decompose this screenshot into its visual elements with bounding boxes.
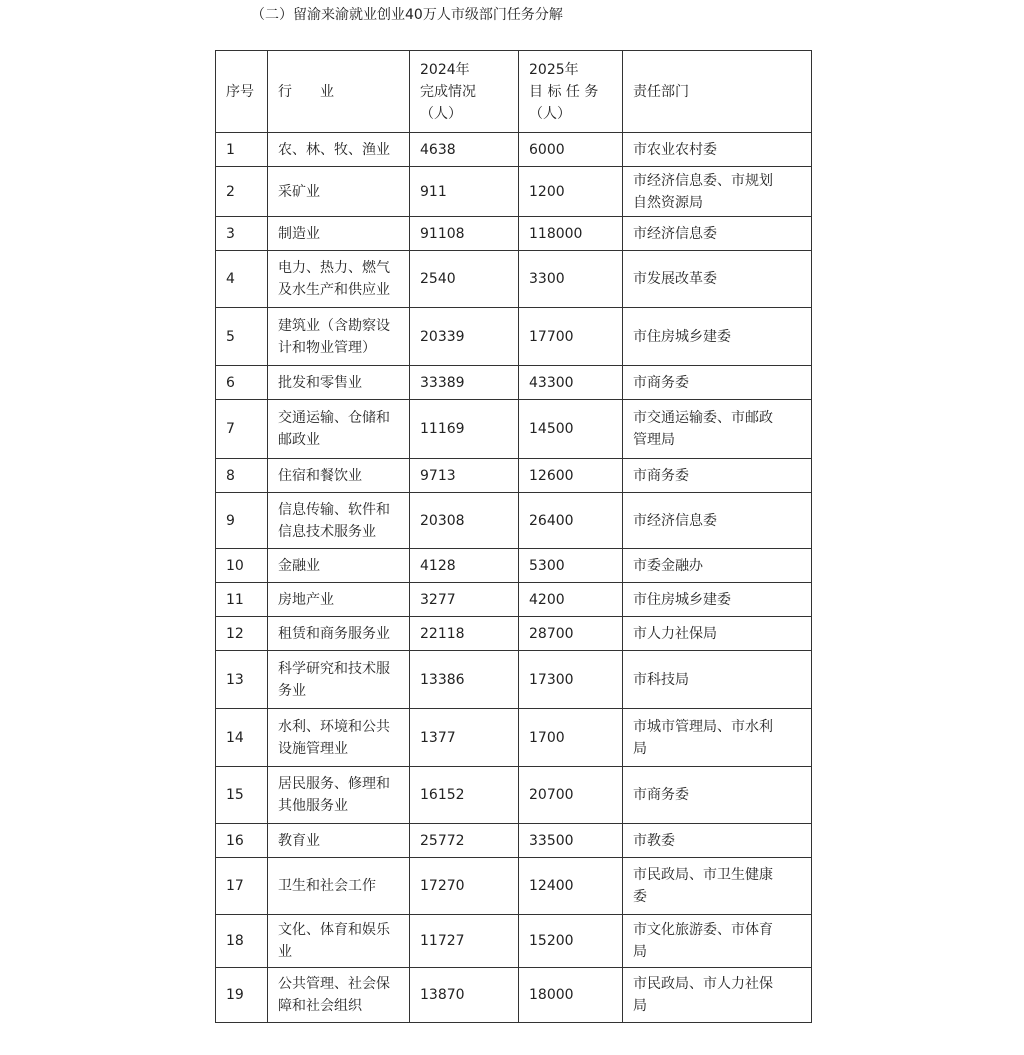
cell-no: 9 — [216, 493, 268, 549]
cell-dept: 市商务委 — [623, 767, 812, 824]
cell-dept: 市民政局、市人力社保 局 — [623, 968, 812, 1023]
header-dept: 责任部门 — [623, 51, 812, 133]
cell-done-2024: 25772 — [410, 824, 519, 858]
cell-done-2024: 22118 — [410, 617, 519, 651]
cell-done-2024: 16152 — [410, 767, 519, 824]
cell-dept: 市发展改革委 — [623, 251, 812, 308]
cell-dept: 市经济信息委 — [623, 217, 812, 251]
cell-industry: 制造业 — [268, 217, 410, 251]
table-row — [216, 366, 812, 400]
header-target-2025: 2025年 目 标 任 务 （人） — [519, 51, 623, 133]
cell-industry: 卫生和社会工作 — [268, 858, 410, 915]
cell-industry: 租赁和商务服务业 — [268, 617, 410, 651]
table-row — [216, 824, 812, 858]
cell-industry: 教育业 — [268, 824, 410, 858]
cell-target-2025: 1700 — [519, 709, 623, 767]
cell-dept: 市住房城乡建委 — [623, 308, 812, 366]
cell-no: 15 — [216, 767, 268, 824]
cell-dept: 市农业农村委 — [623, 133, 812, 167]
cell-target-2025: 15200 — [519, 915, 623, 968]
cell-dept: 市城市管理局、市水利 局 — [623, 709, 812, 767]
cell-target-2025: 43300 — [519, 366, 623, 400]
cell-no: 6 — [216, 366, 268, 400]
table-row — [216, 459, 812, 493]
cell-no: 10 — [216, 549, 268, 583]
cell-done-2024: 13870 — [410, 968, 519, 1023]
table-row — [216, 308, 812, 366]
table-row — [216, 767, 812, 824]
cell-industry: 住宿和餐饮业 — [268, 459, 410, 493]
table-row — [216, 709, 812, 767]
header-done-2024: 2024年 完成情况 （人） — [410, 51, 519, 133]
task-breakdown-table — [215, 50, 812, 1023]
cell-target-2025: 14500 — [519, 400, 623, 459]
cell-done-2024: 13386 — [410, 651, 519, 709]
cell-target-2025: 6000 — [519, 133, 623, 167]
cell-dept: 市教委 — [623, 824, 812, 858]
cell-industry: 电力、热力、燃气 及水生产和供应业 — [268, 251, 410, 308]
cell-no: 1 — [216, 133, 268, 167]
cell-industry: 信息传输、软件和 信息技术服务业 — [268, 493, 410, 549]
cell-no: 18 — [216, 915, 268, 968]
table-row — [216, 400, 812, 459]
cell-done-2024: 91108 — [410, 217, 519, 251]
table-row — [216, 549, 812, 583]
cell-no: 14 — [216, 709, 268, 767]
cell-industry: 交通运输、仓储和 邮政业 — [268, 400, 410, 459]
cell-industry: 批发和零售业 — [268, 366, 410, 400]
cell-target-2025: 17300 — [519, 651, 623, 709]
cell-no: 16 — [216, 824, 268, 858]
cell-dept: 市经济信息委 — [623, 493, 812, 549]
cell-industry: 文化、体育和娱乐 业 — [268, 915, 410, 968]
table-row — [216, 251, 812, 308]
table-row — [216, 133, 812, 167]
document-title: （二）留渝来渝就业创业40万人市级部门任务分解 — [251, 7, 563, 23]
cell-dept: 市文化旅游委、市体育 局 — [623, 915, 812, 968]
cell-industry: 科学研究和技术服 务业 — [268, 651, 410, 709]
cell-done-2024: 20339 — [410, 308, 519, 366]
cell-done-2024: 11727 — [410, 915, 519, 968]
cell-dept: 市住房城乡建委 — [623, 583, 812, 617]
cell-industry: 采矿业 — [268, 167, 410, 217]
cell-no: 11 — [216, 583, 268, 617]
header-no: 序号 — [216, 51, 268, 133]
cell-done-2024: 20308 — [410, 493, 519, 549]
cell-done-2024: 4128 — [410, 549, 519, 583]
cell-industry: 建筑业（含勘察设 计和物业管理） — [268, 308, 410, 366]
cell-done-2024: 9713 — [410, 459, 519, 493]
cell-no: 12 — [216, 617, 268, 651]
cell-target-2025: 118000 — [519, 217, 623, 251]
cell-target-2025: 20700 — [519, 767, 623, 824]
cell-no: 13 — [216, 651, 268, 709]
cell-target-2025: 17700 — [519, 308, 623, 366]
cell-industry: 房地产业 — [268, 583, 410, 617]
table-row — [216, 968, 812, 1023]
cell-dept: 市委金融办 — [623, 549, 812, 583]
table-row — [216, 217, 812, 251]
cell-done-2024: 4638 — [410, 133, 519, 167]
cell-done-2024: 3277 — [410, 583, 519, 617]
cell-no: 7 — [216, 400, 268, 459]
header-industry: 行 业 — [268, 51, 410, 133]
cell-dept: 市民政局、市卫生健康 委 — [623, 858, 812, 915]
cell-target-2025: 12600 — [519, 459, 623, 493]
cell-no: 3 — [216, 217, 268, 251]
cell-target-2025: 1200 — [519, 167, 623, 217]
cell-industry: 居民服务、修理和 其他服务业 — [268, 767, 410, 824]
cell-no: 2 — [216, 167, 268, 217]
cell-no: 4 — [216, 251, 268, 308]
table-row — [216, 583, 812, 617]
cell-target-2025: 18000 — [519, 968, 623, 1023]
cell-dept: 市商务委 — [623, 366, 812, 400]
cell-target-2025: 33500 — [519, 824, 623, 858]
table-row — [216, 651, 812, 709]
cell-target-2025: 12400 — [519, 858, 623, 915]
cell-no: 5 — [216, 308, 268, 366]
cell-target-2025: 26400 — [519, 493, 623, 549]
cell-done-2024: 11169 — [410, 400, 519, 459]
cell-dept: 市交通运输委、市邮政 管理局 — [623, 400, 812, 459]
cell-industry: 公共管理、社会保 障和社会组织 — [268, 968, 410, 1023]
table-header-row — [216, 51, 812, 133]
cell-no: 8 — [216, 459, 268, 493]
cell-no: 19 — [216, 968, 268, 1023]
cell-target-2025: 5300 — [519, 549, 623, 583]
cell-done-2024: 2540 — [410, 251, 519, 308]
cell-target-2025: 3300 — [519, 251, 623, 308]
cell-dept: 市经济信息委、市规划 自然资源局 — [623, 167, 812, 217]
cell-no: 17 — [216, 858, 268, 915]
cell-industry: 农、林、牧、渔业 — [268, 133, 410, 167]
table-row — [216, 915, 812, 968]
table-row — [216, 858, 812, 915]
cell-dept: 市商务委 — [623, 459, 812, 493]
cell-target-2025: 28700 — [519, 617, 623, 651]
cell-done-2024: 17270 — [410, 858, 519, 915]
cell-done-2024: 911 — [410, 167, 519, 217]
cell-done-2024: 33389 — [410, 366, 519, 400]
cell-industry: 金融业 — [268, 549, 410, 583]
cell-dept: 市人力社保局 — [623, 617, 812, 651]
cell-dept: 市科技局 — [623, 651, 812, 709]
table-row — [216, 617, 812, 651]
cell-target-2025: 4200 — [519, 583, 623, 617]
table-row — [216, 493, 812, 549]
cell-industry: 水利、环境和公共 设施管理业 — [268, 709, 410, 767]
cell-done-2024: 1377 — [410, 709, 519, 767]
table-row — [216, 167, 812, 217]
